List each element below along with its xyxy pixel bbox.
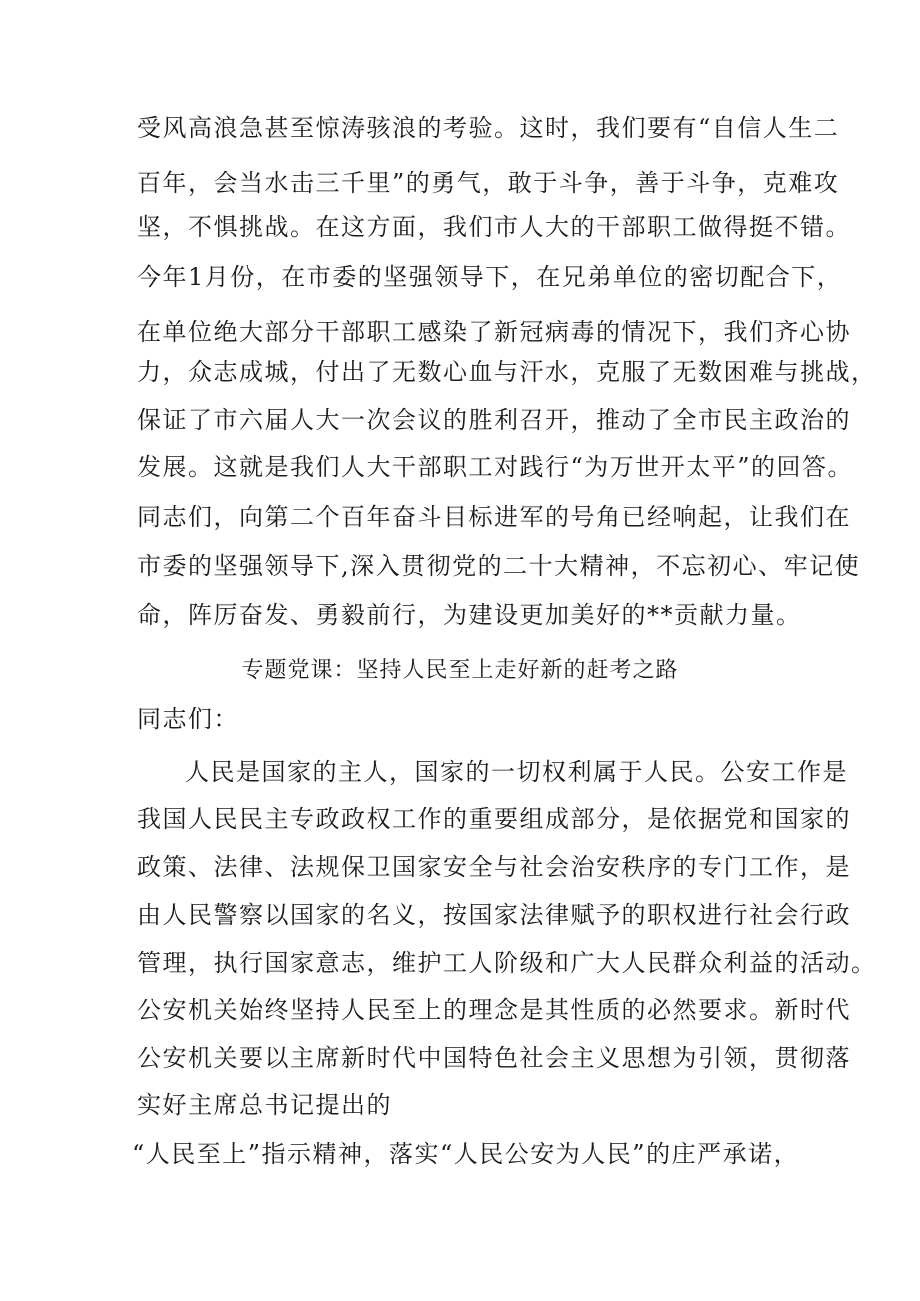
body-line: 市委的坚强领导下,深入贯彻党的二十大精神，不忘初心、牢记使: [137, 552, 861, 580]
body-line: 政策、法律、法规保卫国家安全与社会治安秩序的专门工作，是: [137, 853, 851, 881]
body-line: 公安机关始终坚持人民至上的理念是其性质的必然要求。新时代: [137, 996, 851, 1024]
body-line: 发展。这就是我们人大干部职工对践行“为万世开太平”的回答。: [137, 453, 854, 481]
body-line: 同志们，向第二个百年奋斗目标进军的号角已经响起，让我们在: [137, 503, 851, 531]
body-line: 我国人民民主专政政权工作的重要组成部分，是依据党和国家的: [137, 805, 851, 833]
body-line: 人民是国家的主人，国家的一切权利属于人民。公安工作是: [185, 758, 848, 786]
body-line: 坚，不惧挑战。在这方面，我们市人大的干部职工做得挺不错。: [137, 213, 851, 241]
body-line: “人民至上”指示精神，落实“人民公安为人民”的庄严承诺，: [132, 1140, 800, 1168]
body-line: 力，众志成城，付出了无数心血与汗水，克服了无数困难与挑战，: [137, 358, 877, 386]
body-line: 由人民警察以国家的名义，按国家法律赋予的职权进行社会行政: [137, 901, 851, 929]
body-line: 实好主席总书记提出的: [137, 1091, 392, 1119]
section-title: 专题党课：坚持人民至上走好新的赶考之路: [241, 658, 679, 683]
greeting: 同志们：: [137, 705, 239, 733]
body-line: 管理，执行国家意志，维护工人阶级和广大人民群众利益的活动。: [137, 949, 877, 977]
body-line: 受风高浪急甚至惊涛骇浪的考验。这时，我们要有“自信人生二: [137, 114, 840, 142]
body-line: 保证了市六届人大一次会议的胜利召开，推动了全市民主政治的: [137, 406, 851, 434]
body-line: 百年，会当水击三千里”的勇气，敢于斗争，善于斗争，克难攻: [137, 169, 840, 197]
body-line: 在单位绝大部分干部职工感染了新冠病毒的情况下，我们齐心协: [137, 318, 851, 346]
body-line: 公安机关要以主席新时代中国特色社会主义思想为引领，贯彻落: [137, 1044, 851, 1072]
body-line: 今年1月份，在市委的坚强领导下，在兄弟单位的密切配合下，: [137, 263, 843, 291]
body-line: 命，阵厉奋发、勇毅前行，为建设更加美好的**贡献力量。: [137, 601, 802, 629]
